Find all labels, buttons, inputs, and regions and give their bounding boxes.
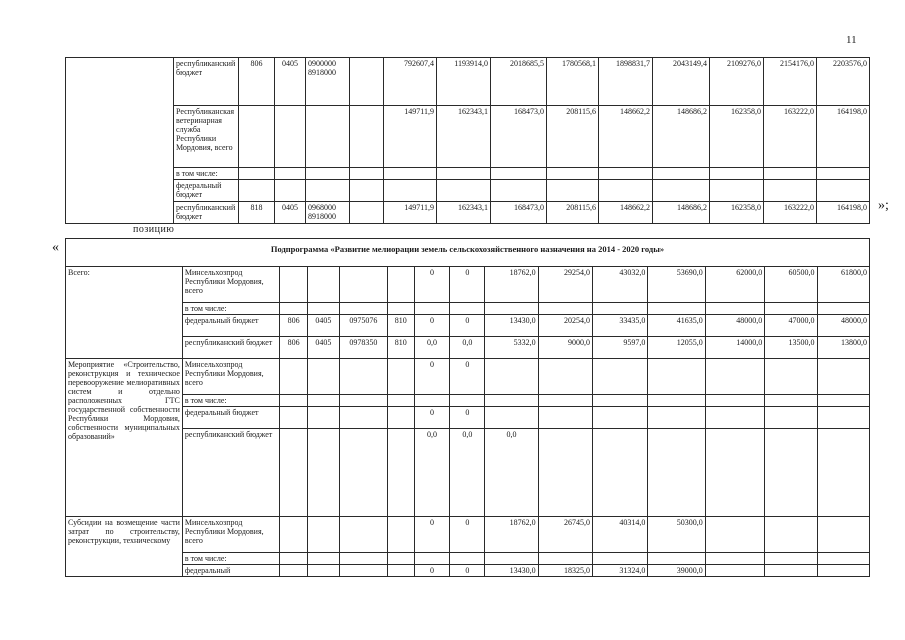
value-cell: 50300,0: [648, 517, 705, 553]
table-row: [66, 106, 870, 168]
csr-cell: [306, 106, 350, 168]
csr-cell: 0978350: [339, 337, 387, 359]
value-cell: 0: [450, 565, 485, 577]
row-label: республиканский бюджет: [182, 337, 279, 359]
csr-cell: 0968000 8918000: [306, 202, 350, 224]
value-cell: 61800,0: [817, 267, 869, 303]
value-cell: 14000,0: [705, 337, 764, 359]
table-row: [66, 565, 870, 577]
value-cell: 29254,0: [538, 267, 592, 303]
row-label: в том числе:: [174, 168, 239, 180]
table-row: [66, 168, 870, 180]
grbs-cell: [280, 267, 308, 303]
grbs-cell: 806: [280, 337, 308, 359]
row-label: республиканский бюджет: [174, 202, 239, 224]
table-row: [66, 337, 870, 359]
value-cell: 149711,9: [384, 202, 437, 224]
value-cell: 0: [414, 359, 450, 395]
group-cell: Всего:: [66, 267, 183, 359]
grbs-cell: 818: [239, 202, 275, 224]
vr-cell: [350, 202, 384, 224]
row-label: федеральный бюджет: [182, 315, 279, 337]
value-cell: 0: [450, 407, 485, 429]
value-cell: 13800,0: [817, 337, 869, 359]
row-label: республиканский бюджет: [174, 58, 239, 106]
value-cell: 2043149,4: [653, 58, 710, 106]
value-cell: 148662,2: [599, 106, 653, 168]
value-cell: 208115,6: [547, 106, 599, 168]
value-cell: 148686,2: [653, 202, 710, 224]
grbs-cell: 806: [239, 58, 275, 106]
vr-cell: 810: [387, 315, 414, 337]
table-row: [66, 58, 870, 106]
table-row: [66, 315, 870, 337]
table-row: [66, 180, 870, 202]
csr-cell: 0975076: [339, 315, 387, 337]
value-cell: 0: [414, 315, 450, 337]
value-cell: 0: [414, 565, 450, 577]
row-label: Минсельхозпрод Республики Мордовия, всего: [182, 267, 279, 303]
row-label: в том числе:: [182, 303, 279, 315]
value-cell: 1898831,7: [599, 58, 653, 106]
row-label: республиканский бюджет: [182, 429, 279, 517]
value-cell: 0: [450, 267, 485, 303]
group-cell: [66, 58, 174, 224]
value-cell: 2018685,5: [491, 58, 547, 106]
rzpr-cell: [307, 267, 339, 303]
value-cell: 0: [450, 315, 485, 337]
table-row: [66, 267, 870, 303]
value-cell: 18762,0: [485, 267, 538, 303]
csr-cell: 0900000 8918000: [306, 58, 350, 106]
row-label: Минсельхозпрод Республики Мордовия, всего: [182, 517, 279, 553]
vr-cell: 810: [387, 337, 414, 359]
value-cell: 9597,0: [592, 337, 647, 359]
value-cell: 148662,2: [599, 202, 653, 224]
row-label: в том числе:: [182, 395, 279, 407]
value-cell: 0: [414, 407, 450, 429]
value-cell: 1193914,0: [437, 58, 491, 106]
value-cell: 0: [414, 267, 450, 303]
group-cell: Субсидии на возмещение части затрат по строительству, реконструкции, техническому: [66, 517, 183, 577]
value-cell: 162358,0: [710, 106, 764, 168]
value-cell: 18762,0: [485, 517, 538, 553]
value-cell: 168473,0: [491, 202, 547, 224]
value-cell: 39000,0: [648, 565, 705, 577]
rzpr-cell: 0405: [275, 202, 306, 224]
vr-cell: [387, 267, 414, 303]
value-cell: 208115,6: [547, 202, 599, 224]
value-cell: 41635,0: [648, 315, 705, 337]
value-cell: 164198,0: [817, 202, 870, 224]
value-cell: 2203576,0: [817, 58, 870, 106]
rzpr-cell: [275, 106, 306, 168]
row-label: Республиканская ветеринарная служба Республики Мордовия, всего: [174, 106, 239, 168]
vr-cell: [350, 58, 384, 106]
table-row: [66, 429, 870, 517]
value-cell: 164198,0: [817, 106, 870, 168]
value-cell: 0,0: [450, 429, 485, 517]
table-row: [66, 359, 870, 395]
value-cell: 5332,0: [485, 337, 538, 359]
value-cell: 162358,0: [710, 202, 764, 224]
value-cell: 13430,0: [485, 315, 538, 337]
value-cell: 47000,0: [765, 315, 817, 337]
table-row: [66, 407, 870, 429]
grbs-cell: [239, 106, 275, 168]
value-cell: 0: [450, 359, 485, 395]
value-cell: 12055,0: [648, 337, 705, 359]
value-cell: 163222,0: [764, 106, 817, 168]
value-cell: 26745,0: [538, 517, 592, 553]
value-cell: 48000,0: [705, 315, 764, 337]
value-cell: 149711,9: [384, 106, 437, 168]
value-cell: 9000,0: [538, 337, 592, 359]
value-cell: 0: [414, 517, 450, 553]
row-label: федеральный бюджет: [174, 180, 239, 202]
csr-cell: [339, 267, 387, 303]
value-cell: 148686,2: [653, 106, 710, 168]
value-cell: 163222,0: [764, 202, 817, 224]
value-cell: 0,0: [485, 429, 538, 517]
grbs-cell: 806: [280, 315, 308, 337]
table-row: [66, 517, 870, 553]
value-cell: 0,0: [414, 429, 450, 517]
value-cell: 60500,0: [765, 267, 817, 303]
value-cell: 2109276,0: [710, 58, 764, 106]
row-label: федеральный бюджет: [182, 407, 279, 429]
value-cell: 53690,0: [648, 267, 705, 303]
value-cell: 168473,0: [491, 106, 547, 168]
value-cell: 13500,0: [765, 337, 817, 359]
value-cell: 20254,0: [538, 315, 592, 337]
table-row: [66, 553, 870, 565]
value-cell: 792607,4: [384, 58, 437, 106]
group-cell: Мероприятие «Строительство, реконструкция и техническое перевооружение мелиоративных систем и отдельно расположенных ГТС государственной собственности Республики Мордовия, собственности муниципальных образований»: [66, 359, 183, 517]
value-cell: 1780568,1: [547, 58, 599, 106]
value-cell: 2154176,0: [764, 58, 817, 106]
subprogram-title: Подпрограмма «Развитие мелиорации земель сельскохозяйственного назначения на 2014 - 2020 годы»: [66, 239, 870, 267]
value-cell: 13430,0: [485, 565, 538, 577]
value-cell: 18325,0: [538, 565, 592, 577]
rzpr-cell: 0405: [275, 58, 306, 106]
table-row: [66, 303, 870, 315]
value-cell: 0,0: [414, 337, 450, 359]
value-cell: 0: [450, 517, 485, 553]
value-cell: 62000,0: [705, 267, 764, 303]
value-cell: 31324,0: [592, 565, 647, 577]
page-number: 11: [846, 34, 857, 46]
value-cell: 162343,1: [437, 106, 491, 168]
vr-cell: [350, 106, 384, 168]
subprogram-table: [65, 238, 870, 577]
value-cell: 33435,0: [592, 315, 647, 337]
budget-table-continuation: [65, 57, 870, 224]
value-cell: 40314,0: [592, 517, 647, 553]
rzpr-cell: 0405: [307, 315, 339, 337]
rzpr-cell: 0405: [307, 337, 339, 359]
value-cell: 48000,0: [817, 315, 869, 337]
row-label: Минсельхозпрод Республики Мордовия, всего: [182, 359, 279, 395]
opening-quote: «: [52, 240, 59, 255]
row-label: в том числе:: [182, 553, 279, 565]
row-label: федеральный: [182, 565, 279, 577]
value-cell: 0,0: [450, 337, 485, 359]
subprogram-title-row: [66, 239, 870, 267]
value-cell: 162343,1: [437, 202, 491, 224]
table-row: [66, 395, 870, 407]
table-row: [66, 202, 870, 224]
position-label: позицию: [133, 224, 175, 235]
closing-quote: »;: [878, 198, 889, 213]
value-cell: 43032,0: [592, 267, 647, 303]
